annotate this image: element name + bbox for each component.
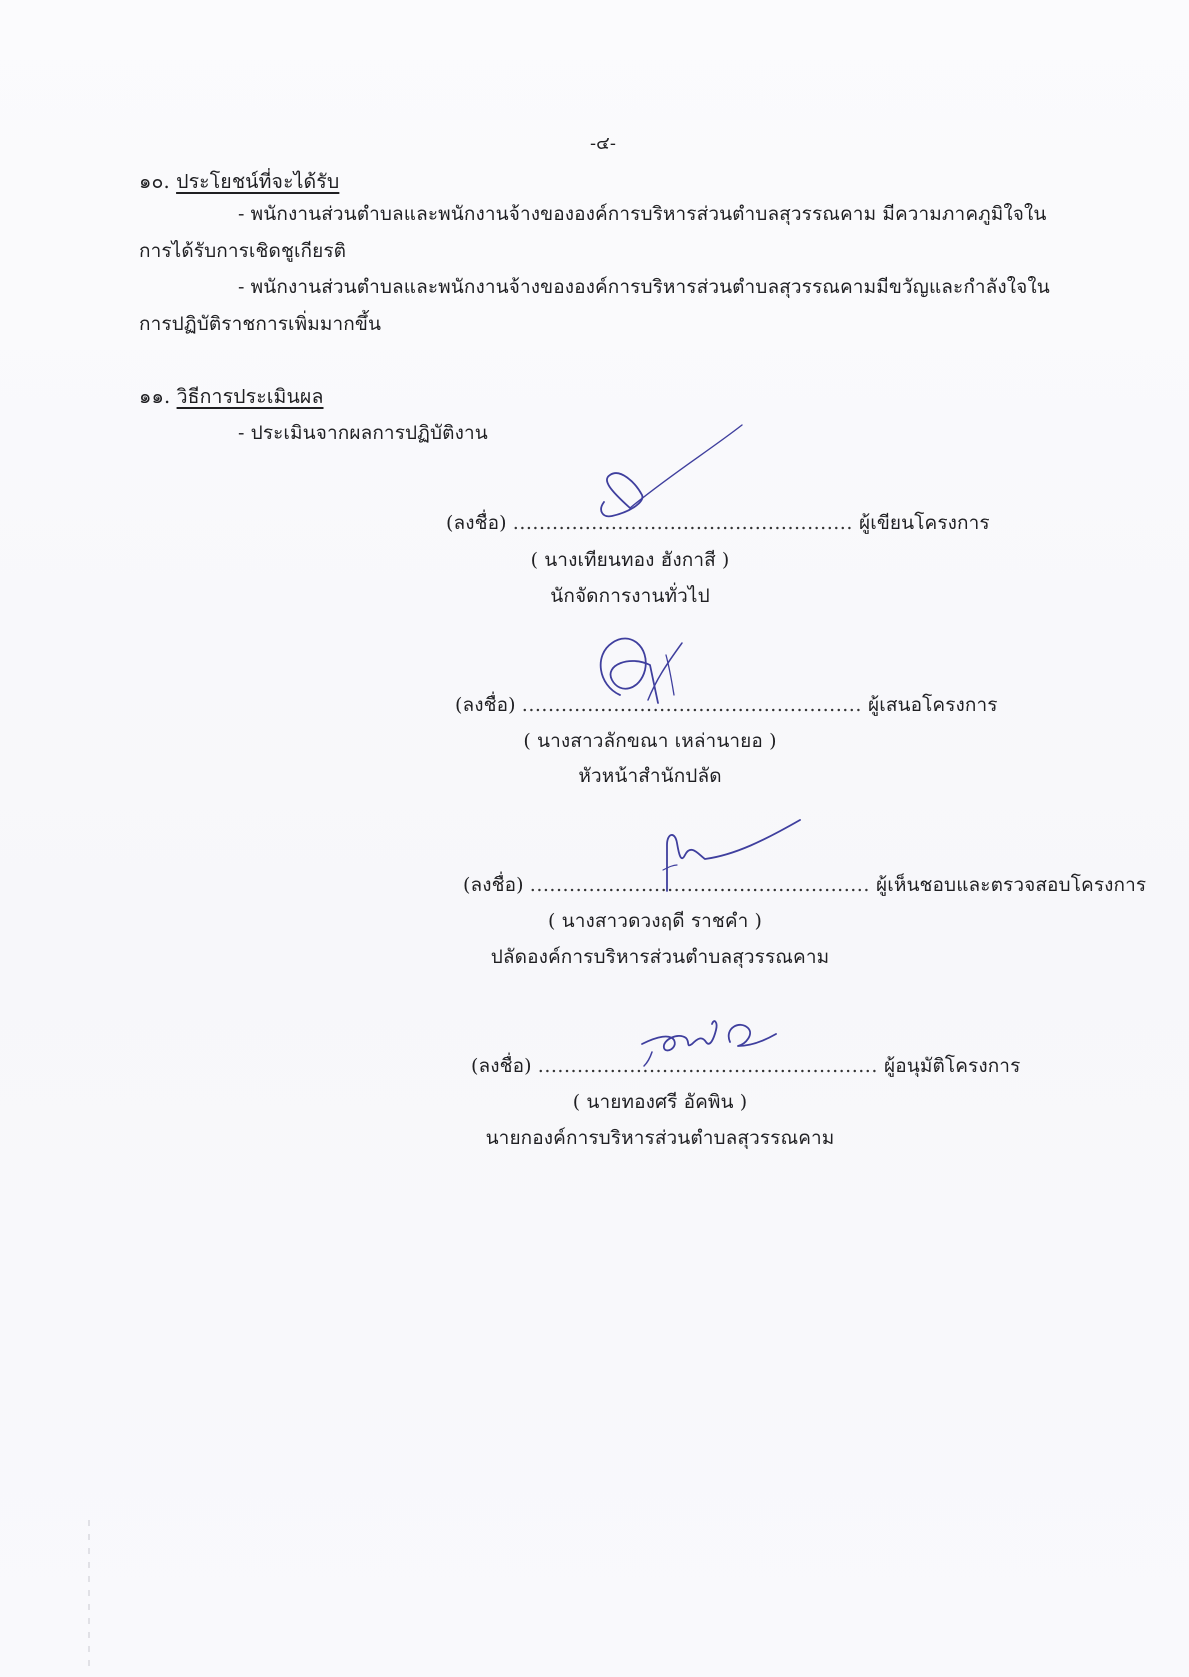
scan-edge-artifact (88, 1520, 90, 1670)
signer-role: ผู้อนุมัติโครงการ (884, 1055, 1021, 1077)
section-10-title: ประโยชน์ที่จะได้รับ (176, 170, 340, 193)
signer-name-2: ( นางสาวลักขณา เหล่านายอ ) (523, 730, 777, 752)
section-11-heading (139, 385, 324, 409)
signer-name-4: ( นายทองศรี อัคพิน ) (572, 1091, 748, 1113)
signature-line: .................................................... (512, 512, 853, 534)
signature-line: .................................................... (537, 1055, 878, 1077)
section-10-item1-line1: - พนักงานส่วนตำบลและพนักงานจ้างขององค์การบริหารส่วนตำบลสุวรรณคาม มีความภาคภูมิใจใน (238, 203, 1047, 225)
page-number: -๔- (590, 133, 617, 154)
signer-role: ผู้เห็นชอบและตรวจสอบโครงการ (876, 874, 1147, 896)
section-10-item2-line2: การปฏิบัติราชการเพิ่มมากขึ้น (139, 313, 382, 335)
section-11-title: วิธีการประเมินผล (176, 385, 324, 408)
section-10-number: ๑๐. (139, 170, 170, 193)
signature-block-3 (463, 873, 1146, 897)
signer-name-1: ( นางเทียนทอง ฮังกาสี ) (530, 549, 730, 571)
section-11-item1: - ประเมินจากผลการปฏิบัติงาน (238, 422, 488, 444)
signature-line: .................................................... (529, 874, 870, 896)
signature-block-4 (471, 1054, 1020, 1078)
signer-role: ผู้เสนอโครงการ (868, 694, 998, 716)
sign-label: (ลงชื่อ) (471, 1055, 532, 1077)
section-10-heading (139, 170, 339, 194)
signature-block-2 (455, 693, 998, 717)
signature-block-1 (446, 511, 990, 535)
section-10-item2-line1: - พนักงานส่วนตำบลและพนักงานจ้างขององค์การบริหารส่วนตำบลสุวรรณคามมีขวัญและกำลังใจใน (238, 276, 1050, 298)
signature-line: .................................................... (521, 694, 862, 716)
signer-position-2: หัวหน้าสำนักปลัด (578, 765, 722, 787)
signer-position-4: นายกองค์การบริหารส่วนตำบลสุวรรณคาม (485, 1127, 835, 1149)
signer-role: ผู้เขียนโครงการ (859, 512, 990, 534)
section-11-number: ๑๑. (139, 385, 171, 408)
sign-label: (ลงชื่อ) (446, 512, 507, 534)
signer-name-3: ( นางสาวดวงฤดี ราชคำ ) (547, 910, 763, 932)
signer-position-1: นักจัดการงานทั่วไป (550, 585, 710, 607)
sign-label: (ลงชื่อ) (455, 694, 516, 716)
sign-label: (ลงชื่อ) (463, 874, 524, 896)
section-10-item1-line2: การได้รับการเชิดชูเกียรติ (139, 240, 347, 262)
signer-position-3: ปลัดองค์การบริหารส่วนตำบลสุวรรณคาม (490, 946, 830, 968)
